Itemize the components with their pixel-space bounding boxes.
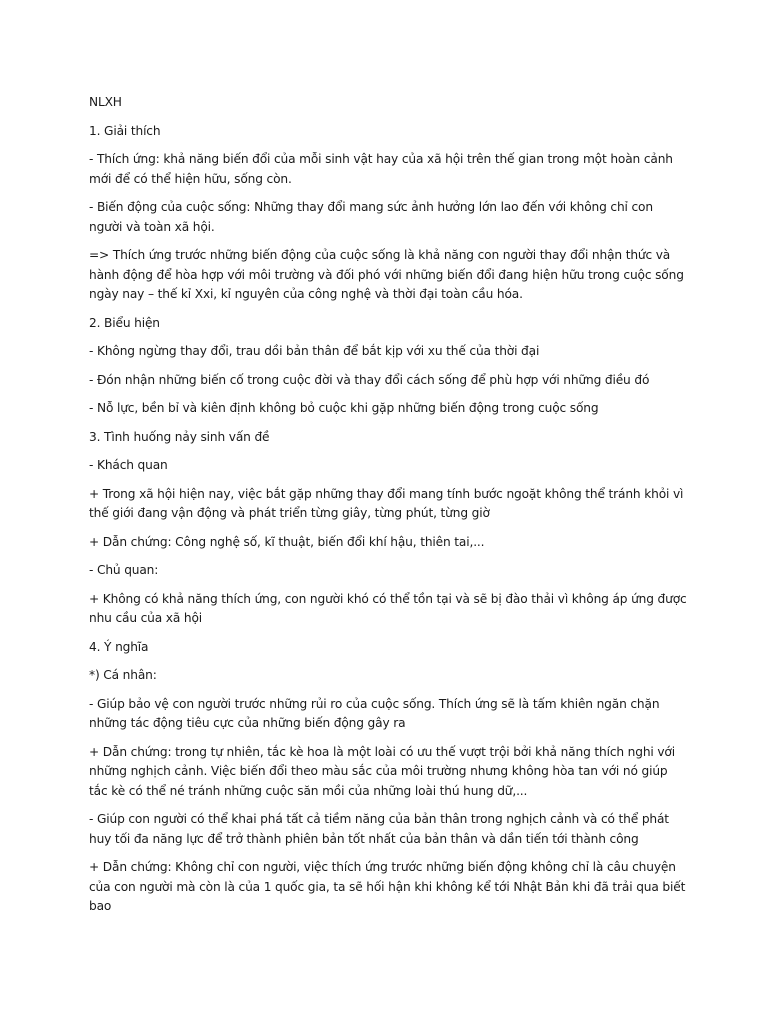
document-body (89, 93, 689, 926)
paragraph: - Giúp con người có thể khai phá tất cả tiềm năng của bản thân trong nghịch cảnh và có thể phát huy tối đa năng lực để trở thành phiên bản tốt nhất của bản thân và dần tiến tới thành công (89, 812, 673, 846)
paragraph: - Giúp bảo vệ con người trước những rủi ro của cuộc sống. Thích ứng sẽ là tấm khiên ngăn chặn những tác động tiêu cực của những biến động gây ra (89, 696, 664, 730)
document-heading: NLXH (89, 95, 122, 109)
section-heading-situation: 3. Tình huống nảy sinh vấn đề (89, 429, 270, 444)
paragraph: + Dẫn chứng: Công nghệ số, kĩ thuật, biến đổi khí hậu, thiên tai,... (89, 534, 485, 549)
paragraph: + Dẫn chứng: Không chỉ con người, việc thích ứng trước những biến động không chỉ là câu chuyện của con người mà còn là của 1 quốc gia, ta sẽ hối hận khi không kể tới Nhật Bản khi đã trải qua biết bao (89, 860, 689, 913)
paragraph: - Thích ứng: khả năng biến đổi của mỗi sinh vật hay của xã hội trên thế gian trong một hoàn cảnh mới để có thể hiện hữu, sống còn. (89, 152, 677, 186)
paragraph: *) Cá nhân: (89, 668, 157, 682)
paragraph: - Khách quan (89, 458, 168, 472)
section-heading-meaning: 4. Ý nghĩa (89, 639, 149, 654)
paragraph: + Trong xã hội hiện nay, việc bắt gặp những thay đổi mang tính bước ngoặt không thể tránh khỏi vì thế giới đang vận động và phát triển từng giây, từng phút, từng giờ (89, 486, 687, 520)
paragraph: - Không ngừng thay đổi, trau dồi bản thân để bắt kịp với xu thế của thời đại (89, 344, 540, 358)
paragraph: - Biến động của cuộc sống: Những thay đổi mang sức ảnh hưởng lớn lao đến với không chỉ con người và toàn xã hội. (89, 200, 657, 234)
section-heading-explanation: 1. Giải thích (89, 123, 161, 138)
paragraph: + Dẫn chứng: trong tự nhiên, tắc kè hoa là một loài có ưu thế vượt trội bởi khả năng thích nghi với những nghịch cảnh. Việc biến đổi theo màu sắc của môi trường nhưng không hòa tan với nó giúp tắc kè có thể né tránh những cuộc săn mồi của những loài thú hung dữ,... (89, 744, 679, 798)
paragraph: - Chủ quan: (89, 563, 159, 577)
paragraph: - Đón nhận những biến cố trong cuộc đời và thay đổi cách sống để phù hợp với những điều đó (89, 372, 650, 387)
section-heading-manifestation: 2. Biểu hiện (89, 315, 160, 330)
paragraph: => Thích ứng trước những biến động của cuộc sống là khả năng con người thay đổi nhận thức và hành động để hòa hợp với môi trường và đối phó với những biến đổi đang hiện hữu trong cuộc sống ngày nay – thế kỉ Xxi, kỉ nguyên của công nghệ và thời đại toàn cầu hóa. (89, 248, 688, 301)
paragraph: - Nỗ lực, bền bỉ và kiên định không bỏ cuộc khi gặp những biến động trong cuộc sống (89, 401, 599, 415)
paragraph: + Không có khả năng thích ứng, con người khó có thể tồn tại và sẽ bị đào thải vì không áp ứng được nhu cầu của xã hội (89, 591, 691, 625)
